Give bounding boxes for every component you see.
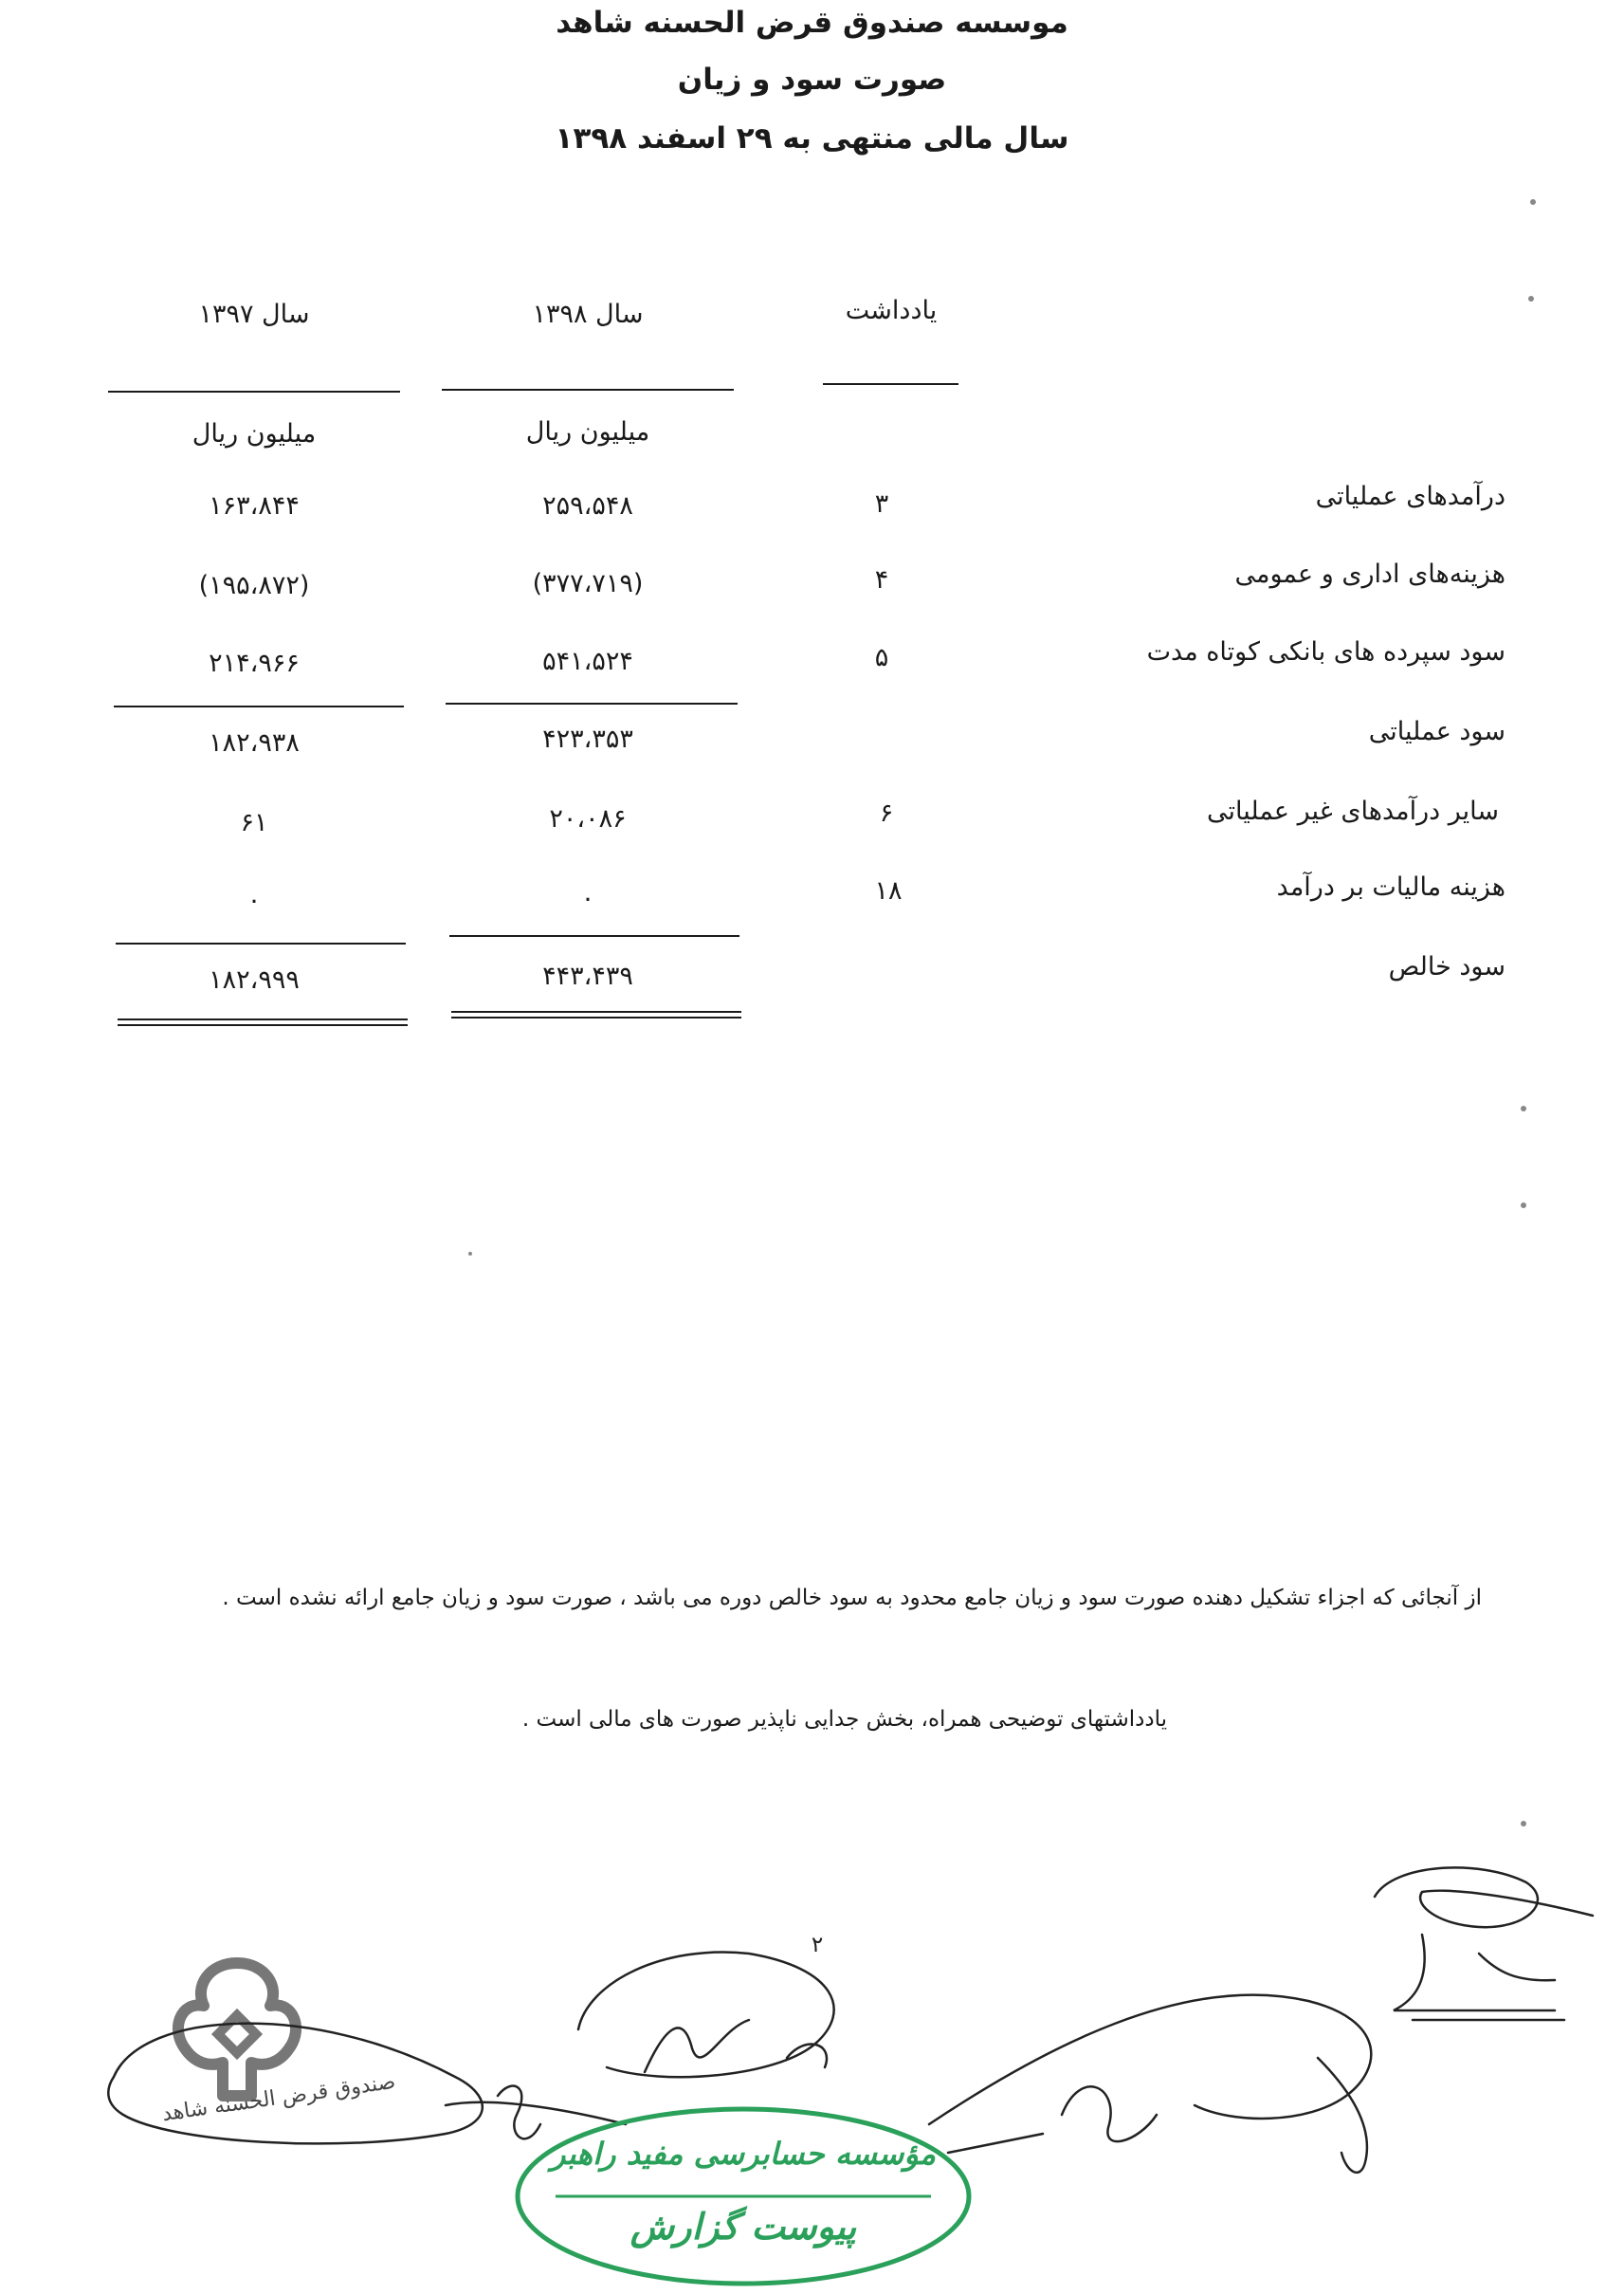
scan-speck	[1530, 199, 1536, 205]
row-prior: ۲۱۴،۹۶۶	[209, 649, 300, 678]
page-number: ۲	[811, 1933, 824, 1957]
note-column-header: یادداشت	[845, 296, 938, 325]
subtotal-rule-prior	[114, 706, 404, 707]
company-title: موسسه صندوق قرض الحسنه شاهد	[556, 6, 1068, 40]
total-rule-prior	[116, 943, 406, 945]
prior-year-header: سال ۱۳۹۷	[198, 300, 310, 329]
auditor-stamp-icon	[510, 2101, 976, 2291]
scan-speck	[1528, 296, 1534, 302]
row-current: ۴۴۳،۴۳۹	[542, 962, 633, 991]
row-label-bank-deposit-profit: سود سپرده های بانکی کوتاه مدت	[1146, 637, 1505, 667]
row-note: ۵	[874, 643, 889, 672]
current-year-header: سال ۱۳۹۸	[532, 300, 644, 329]
stamp-attachment-label: پیوست گزارش	[630, 2206, 857, 2248]
total-rule-current	[449, 935, 739, 937]
statement-title: صورت سود و زیان	[677, 63, 947, 97]
double-rule-prior-1	[118, 1019, 408, 1020]
row-label-income-tax: هزینه مالیات بر درآمد	[1276, 872, 1505, 902]
row-prior: (۱۹۵،۸۷۲)	[198, 571, 310, 600]
double-rule-prior-2	[118, 1024, 408, 1026]
row-label-other-non-operating-income: سایر درآمدهای غیر عملیاتی	[1206, 797, 1499, 826]
row-note: ۴	[874, 565, 889, 595]
current-header-rule	[442, 389, 734, 391]
scan-speck	[468, 1252, 472, 1256]
prior-header-rule	[108, 391, 400, 393]
row-label-operating-profit: سود عملیاتی	[1368, 717, 1505, 746]
row-note: ۱۸	[874, 876, 903, 906]
scan-speck	[1521, 1106, 1526, 1111]
stamp-auditor-name: مؤسسه حسابرسی مفید راهبر	[550, 2136, 937, 2172]
row-prior: ۱۸۲،۹۹۹	[209, 965, 300, 995]
footnote-notes-integral: یادداشتهای توضیحی همراه، بخش جدایی ناپذیر صورت های مالی است .	[521, 1707, 1167, 1732]
row-label-admin-expenses: هزینه‌های اداری و عمومی	[1234, 560, 1505, 589]
double-rule-current-2	[451, 1017, 741, 1019]
row-current: ۵۴۱،۵۲۴	[542, 647, 633, 676]
row-current: ۰	[580, 884, 595, 913]
subtotal-rule-current	[446, 703, 738, 705]
double-rule-current-1	[451, 1011, 741, 1013]
note-header-rule	[823, 383, 958, 385]
row-prior: ۰	[246, 886, 262, 915]
row-current: ۴۲۳،۳۵۳	[542, 725, 633, 754]
footnote-comprehensive-income: از آنجائی که اجزاء تشکیل دهنده صورت سود و زیان جامع محدود به سود خالص دوره می باشد ، صورت سود و زیان جامع ارائه نشده است .	[222, 1586, 1482, 1610]
prior-unit: میلیون ریال	[192, 419, 317, 449]
row-current: ۲۰،۰۸۶	[549, 804, 627, 834]
row-label-operating-revenue: درآمدهای عملیاتی	[1315, 482, 1505, 511]
current-unit: میلیون ریال	[525, 417, 650, 447]
logo-caption: صندوق قرض الحسنه شاهد	[160, 2069, 397, 2127]
row-prior: ۶۱	[240, 808, 268, 837]
row-prior: ۱۶۳،۸۴۴	[209, 491, 300, 521]
row-note: ۳	[874, 489, 889, 519]
scan-speck	[1521, 1821, 1526, 1826]
row-note: ۶	[879, 798, 894, 828]
row-current: ۲۵۹،۵۴۸	[542, 491, 633, 521]
row-prior: ۱۸۲،۹۳۸	[209, 728, 300, 758]
period-title: سال مالی منتهی به ۲۹ اسفند ۱۳۹۸	[555, 121, 1069, 156]
row-label-net-profit: سود خالص	[1388, 952, 1505, 982]
row-current: (۳۷۷،۷۱۹)	[532, 569, 644, 598]
scan-speck	[1521, 1202, 1526, 1208]
